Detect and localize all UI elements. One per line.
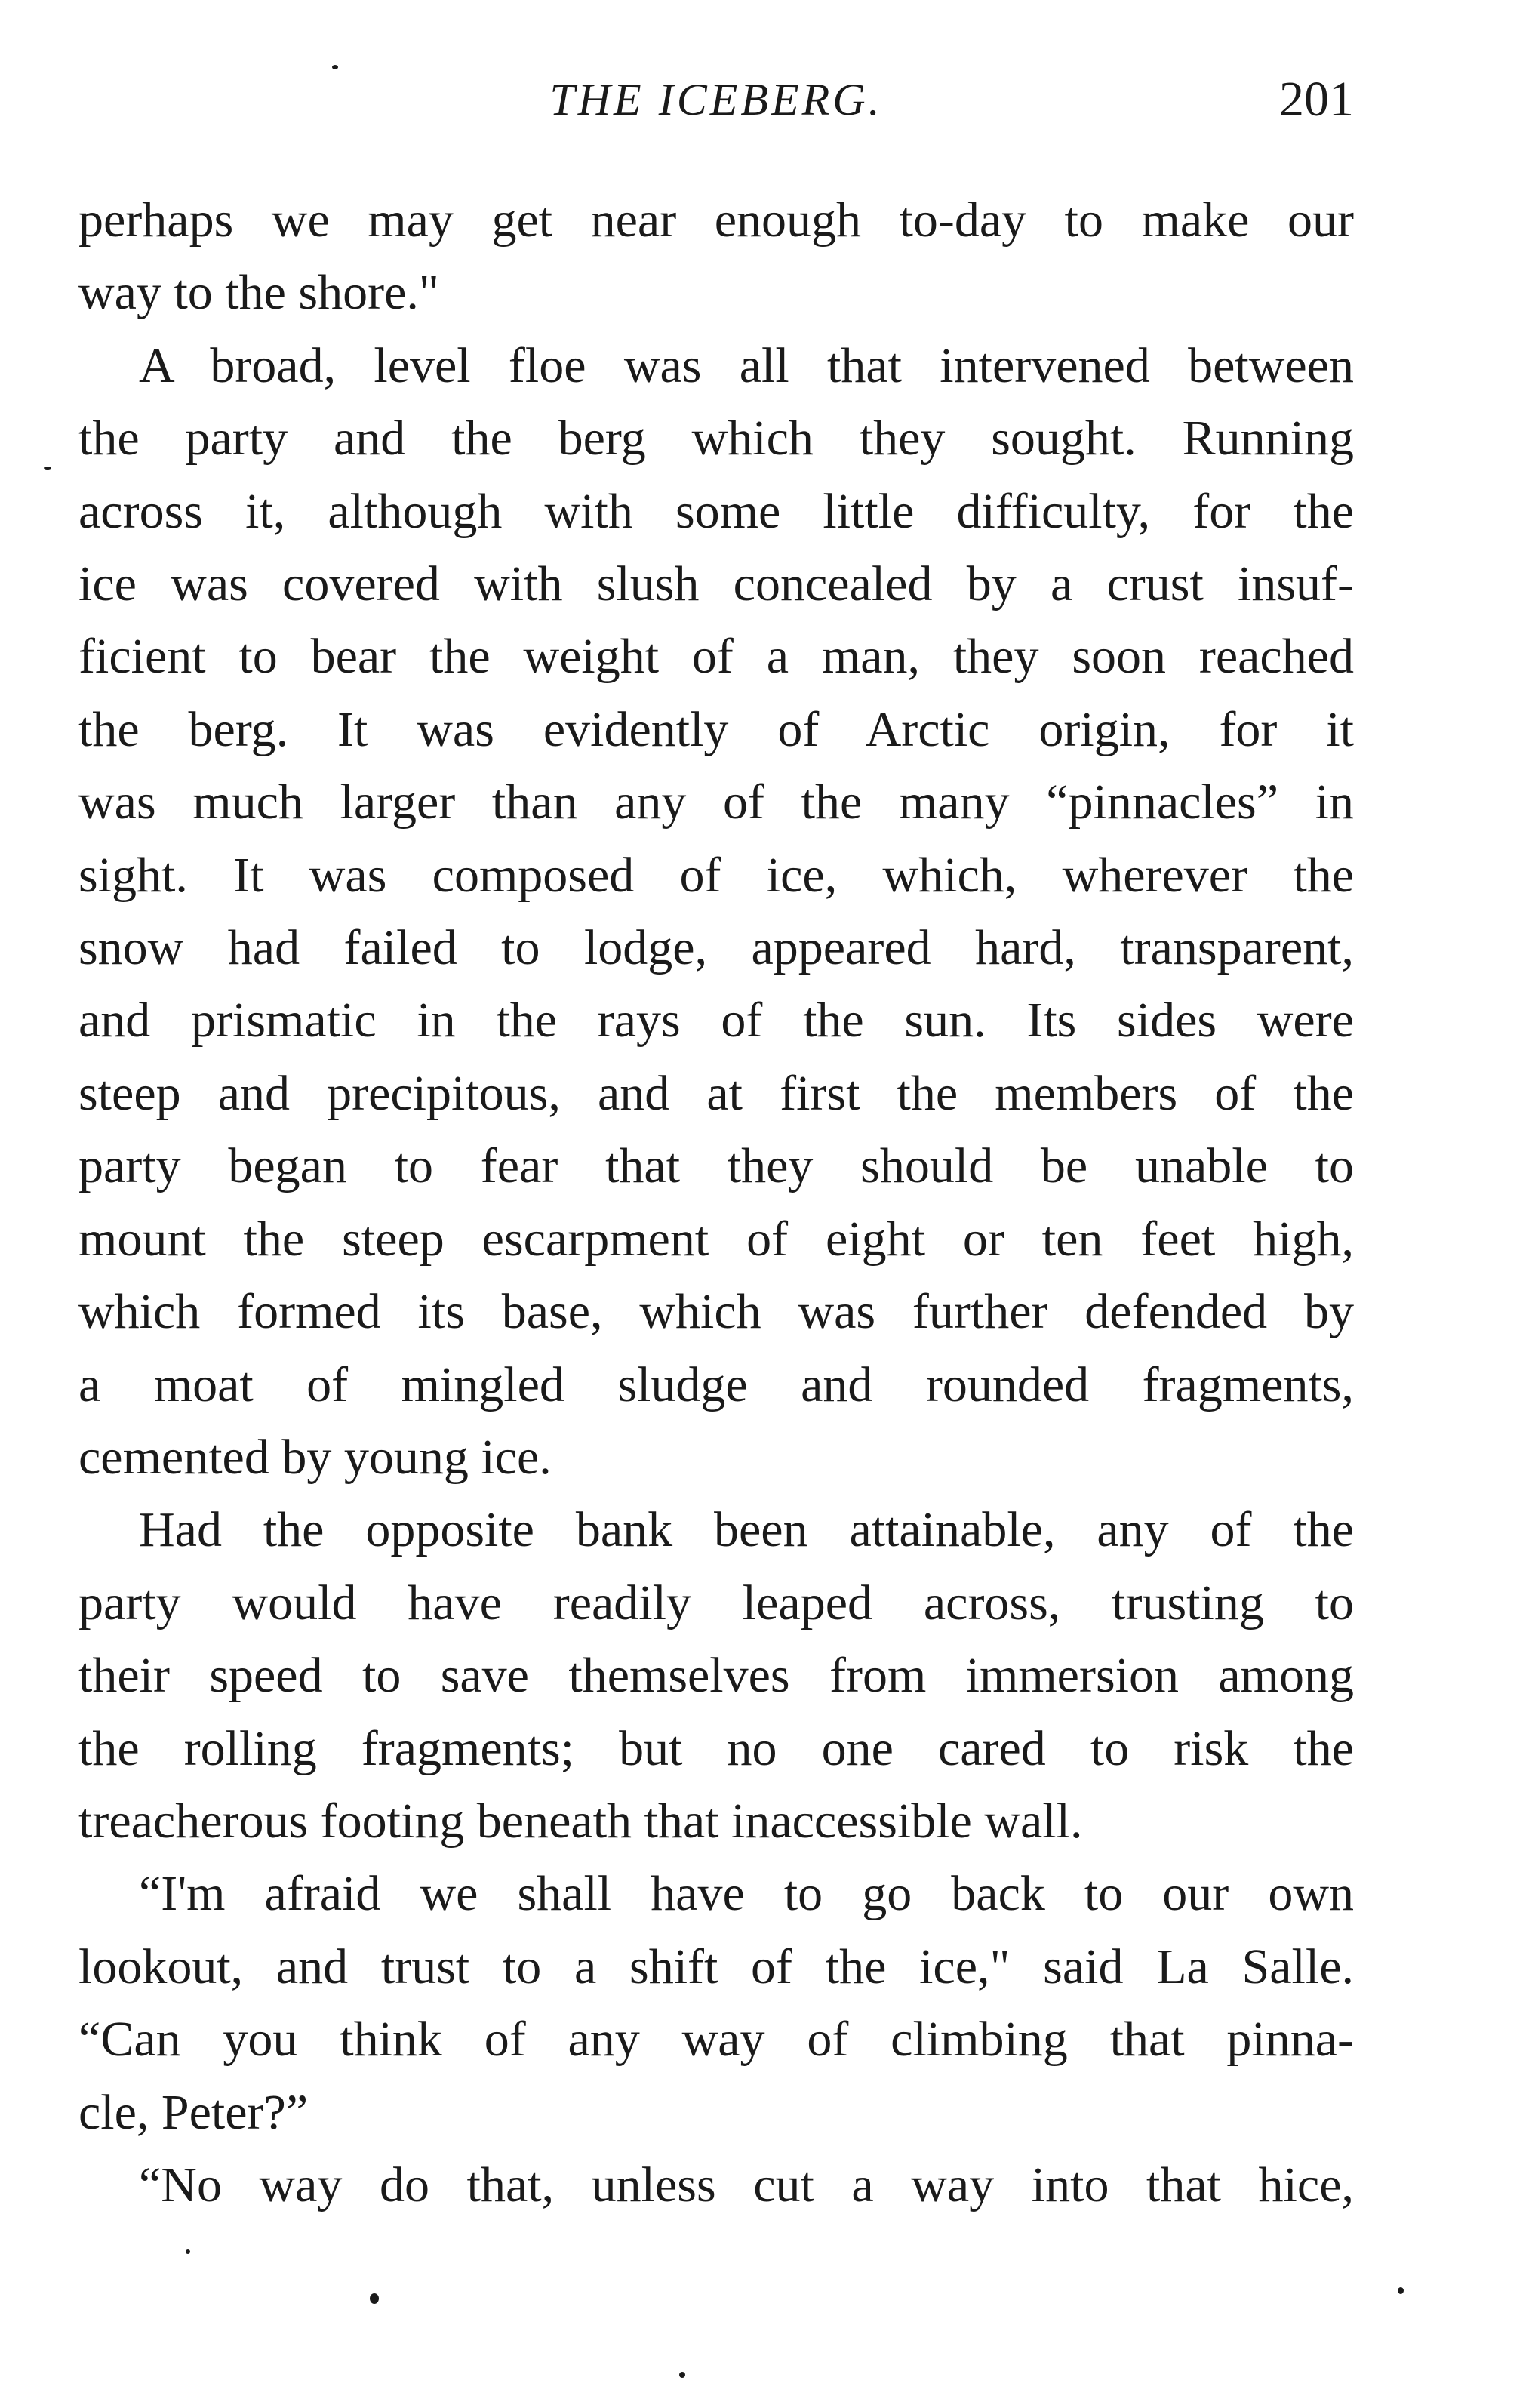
text-line: was much larger than any of the many “pinnacles” in bbox=[78, 774, 1354, 830]
text-line: across it, although with some little difficulty, for the bbox=[78, 483, 1354, 539]
print-speck bbox=[1398, 2287, 1404, 2294]
text-line: sight. It was composed of ice, which, wherever the bbox=[78, 847, 1354, 903]
print-speck bbox=[44, 467, 51, 470]
text-line: ice was covered with slush concealed by a crust insuf- bbox=[78, 556, 1354, 612]
text-line: snow had failed to lodge, appeared hard, transparent, bbox=[78, 920, 1354, 976]
page-number: 201 bbox=[1279, 72, 1354, 127]
print-speck bbox=[370, 2293, 379, 2304]
text-line: cemented by young ice. bbox=[78, 1429, 552, 1485]
text-line: “Can you think of any way of climbing that pinna- bbox=[78, 2012, 1354, 2068]
print-speck bbox=[679, 2372, 685, 2378]
print-speck bbox=[332, 65, 338, 69]
text-line: the rolling fragments; but no one cared to risk the bbox=[78, 1720, 1354, 1776]
text-line: mount the steep escarpment of eight or ten feet high, bbox=[78, 1211, 1354, 1267]
text-line: a moat of mingled sludge and rounded fragments, bbox=[78, 1356, 1354, 1412]
text-line: party would have readily leaped across, trusting to bbox=[78, 1575, 1354, 1630]
text-line: “I'm afraid we shall have to go back to our own bbox=[139, 1866, 1354, 1922]
text-line: ficient to bear the weight of a man, they soon reached bbox=[78, 629, 1354, 685]
text-line: which formed its base, which was further defended by bbox=[78, 1284, 1354, 1340]
text-line: the berg. It was evidently of Arctic origin, for it bbox=[78, 701, 1354, 757]
running-head bbox=[78, 66, 1354, 142]
running-title: THE ICEBERG. bbox=[549, 75, 883, 125]
text-line: “No way do that, unless cut a way into that hice, bbox=[139, 2157, 1354, 2212]
text-line: party began to fear that they should be unable to bbox=[78, 1138, 1354, 1194]
text-line: lookout, and trust to a shift of the ice," said La Salle. bbox=[78, 1938, 1354, 1994]
text-line: way to the shore." bbox=[78, 265, 439, 321]
text-line: A broad, level floe was all that intervened between bbox=[139, 337, 1354, 393]
text-line: perhaps we may get near enough to-day to make our bbox=[78, 192, 1354, 248]
body-text bbox=[78, 184, 1354, 2222]
text-line: Had the opposite bank been attainable, any of the bbox=[139, 1502, 1354, 1558]
print-speck bbox=[186, 2249, 190, 2254]
text-line: and prismatic in the rays of the sun. Its sides were bbox=[78, 993, 1354, 1048]
text-line: their speed to save themselves from immersion among bbox=[78, 1648, 1354, 1704]
text-line: treacherous footing beneath that inaccessible wall. bbox=[78, 1793, 1083, 1849]
text-line: steep and precipitous, and at first the members of the bbox=[78, 1065, 1354, 1121]
text-line: cle, Peter?” bbox=[78, 2084, 309, 2140]
text-line: the party and the berg which they sought. Running bbox=[78, 411, 1354, 467]
